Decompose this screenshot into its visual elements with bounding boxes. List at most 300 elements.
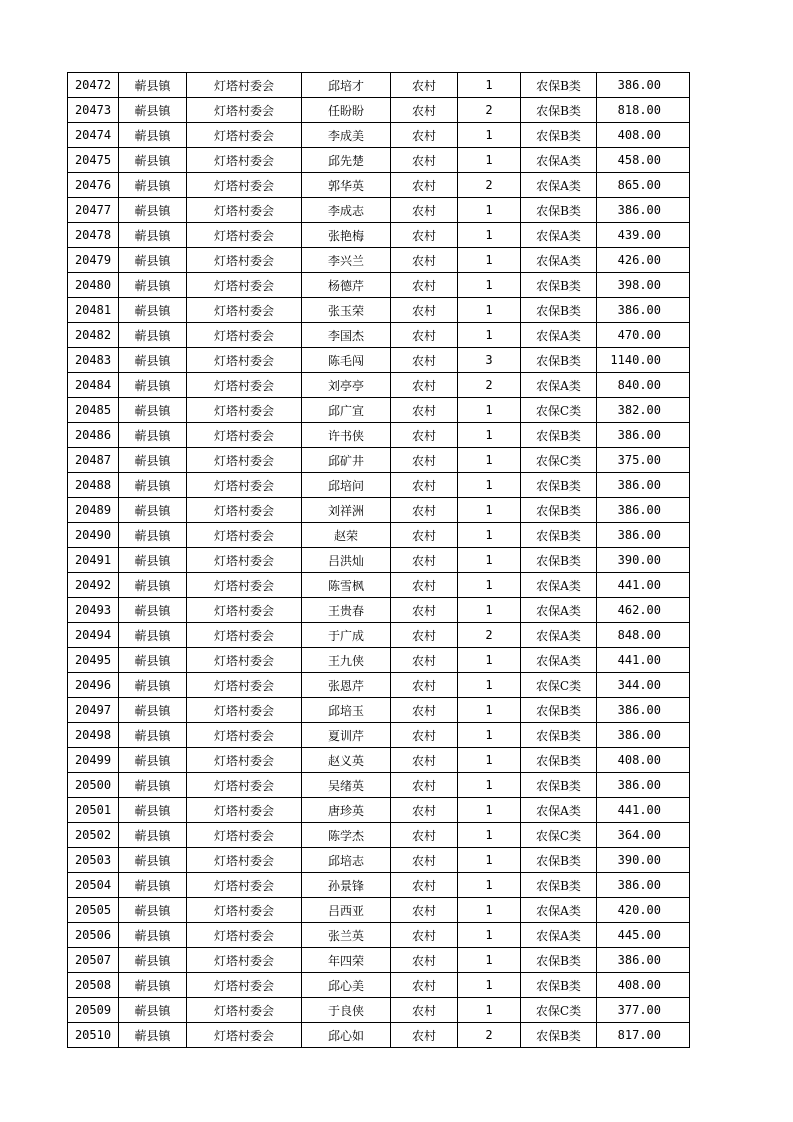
household-count-cell: 1 [458,948,521,973]
insurance-category-cell: 农保B类 [521,98,597,123]
village-committee-cell: 灯塔村委会 [187,973,302,998]
area-type-cell: 农村 [391,498,458,523]
village-committee-cell: 灯塔村委会 [187,323,302,348]
table-row [68,823,690,848]
record-id-cell: 20497 [68,698,119,723]
table-row [68,323,690,348]
insurance-category-cell: 农保C类 [521,398,597,423]
area-type-cell: 农村 [391,748,458,773]
table-row [68,673,690,698]
roster-table [67,72,690,1048]
table-row [68,1023,690,1048]
person-name-cell: 邱心如 [302,1023,391,1048]
record-id-cell: 20482 [68,323,119,348]
village-committee-cell: 灯塔村委会 [187,73,302,98]
amount-cell: 390.00 [597,848,690,873]
insurance-category-cell: 农保B类 [521,73,597,98]
area-type-cell: 农村 [391,973,458,998]
amount-cell: 377.00 [597,998,690,1023]
household-count-cell: 1 [458,698,521,723]
area-type-cell: 农村 [391,998,458,1023]
insurance-category-cell: 农保B类 [521,773,597,798]
table-row [68,548,690,573]
town-cell: 蕲县镇 [119,498,187,523]
town-cell: 蕲县镇 [119,648,187,673]
table-row [68,873,690,898]
village-committee-cell: 灯塔村委会 [187,773,302,798]
record-id-cell: 20487 [68,448,119,473]
table-row [68,198,690,223]
record-id-cell: 20483 [68,348,119,373]
table-row [68,623,690,648]
household-count-cell: 1 [458,298,521,323]
village-committee-cell: 灯塔村委会 [187,473,302,498]
insurance-category-cell: 农保C类 [521,823,597,848]
insurance-category-cell: 农保A类 [521,798,597,823]
household-count-cell: 1 [458,723,521,748]
area-type-cell: 农村 [391,348,458,373]
household-count-cell: 1 [458,673,521,698]
area-type-cell: 农村 [391,323,458,348]
insurance-category-cell: 农保A类 [521,173,597,198]
insurance-category-cell: 农保A类 [521,223,597,248]
village-committee-cell: 灯塔村委会 [187,423,302,448]
area-type-cell: 农村 [391,948,458,973]
town-cell: 蕲县镇 [119,848,187,873]
person-name-cell: 邱培玉 [302,698,391,723]
person-name-cell: 邱心美 [302,973,391,998]
insurance-category-cell: 农保B类 [521,748,597,773]
table-row [68,923,690,948]
person-name-cell: 许书侠 [302,423,391,448]
amount-cell: 386.00 [597,473,690,498]
amount-cell: 441.00 [597,798,690,823]
household-count-cell: 1 [458,273,521,298]
roster-body [68,73,690,1048]
person-name-cell: 于广成 [302,623,391,648]
record-id-cell: 20484 [68,373,119,398]
village-committee-cell: 灯塔村委会 [187,123,302,148]
household-count-cell: 1 [458,423,521,448]
household-count-cell: 2 [458,623,521,648]
table-row [68,648,690,673]
amount-cell: 426.00 [597,248,690,273]
record-id-cell: 20472 [68,73,119,98]
village-committee-cell: 灯塔村委会 [187,173,302,198]
insurance-category-cell: 农保B类 [521,973,597,998]
town-cell: 蕲县镇 [119,373,187,398]
town-cell: 蕲县镇 [119,423,187,448]
village-committee-cell: 灯塔村委会 [187,298,302,323]
village-committee-cell: 灯塔村委会 [187,673,302,698]
amount-cell: 386.00 [597,198,690,223]
amount-cell: 386.00 [597,698,690,723]
town-cell: 蕲县镇 [119,548,187,573]
insurance-category-cell: 农保B类 [521,548,597,573]
town-cell: 蕲县镇 [119,523,187,548]
household-count-cell: 1 [458,398,521,423]
insurance-category-cell: 农保B类 [521,473,597,498]
area-type-cell: 农村 [391,423,458,448]
area-type-cell: 农村 [391,273,458,298]
household-count-cell: 1 [458,848,521,873]
person-name-cell: 杨德芹 [302,273,391,298]
village-committee-cell: 灯塔村委会 [187,598,302,623]
area-type-cell: 农村 [391,548,458,573]
insurance-category-cell: 农保A类 [521,248,597,273]
person-name-cell: 张兰英 [302,923,391,948]
household-count-cell: 2 [458,373,521,398]
person-name-cell: 年四荣 [302,948,391,973]
household-count-cell: 1 [458,973,521,998]
amount-cell: 375.00 [597,448,690,473]
household-count-cell: 1 [458,548,521,573]
village-committee-cell: 灯塔村委会 [187,823,302,848]
table-row [68,798,690,823]
area-type-cell: 农村 [391,873,458,898]
person-name-cell: 张恩芹 [302,673,391,698]
household-count-cell: 1 [458,498,521,523]
amount-cell: 386.00 [597,523,690,548]
table-row [68,948,690,973]
amount-cell: 386.00 [597,423,690,448]
village-committee-cell: 灯塔村委会 [187,1023,302,1048]
table-row [68,523,690,548]
person-name-cell: 张艳梅 [302,223,391,248]
table-row [68,723,690,748]
area-type-cell: 农村 [391,98,458,123]
table-row [68,223,690,248]
area-type-cell: 农村 [391,223,458,248]
person-name-cell: 吕洪灿 [302,548,391,573]
village-committee-cell: 灯塔村委会 [187,698,302,723]
record-id-cell: 20503 [68,848,119,873]
village-committee-cell: 灯塔村委会 [187,923,302,948]
insurance-category-cell: 农保B类 [521,523,597,548]
village-committee-cell: 灯塔村委会 [187,373,302,398]
amount-cell: 470.00 [597,323,690,348]
village-committee-cell: 灯塔村委会 [187,648,302,673]
record-id-cell: 20498 [68,723,119,748]
household-count-cell: 1 [458,73,521,98]
town-cell: 蕲县镇 [119,698,187,723]
household-count-cell: 1 [458,748,521,773]
town-cell: 蕲县镇 [119,998,187,1023]
area-type-cell: 农村 [391,248,458,273]
town-cell: 蕲县镇 [119,473,187,498]
village-committee-cell: 灯塔村委会 [187,498,302,523]
village-committee-cell: 灯塔村委会 [187,848,302,873]
person-name-cell: 张玉荣 [302,298,391,323]
area-type-cell: 农村 [391,73,458,98]
person-name-cell: 于良侠 [302,998,391,1023]
area-type-cell: 农村 [391,198,458,223]
town-cell: 蕲县镇 [119,123,187,148]
village-committee-cell: 灯塔村委会 [187,948,302,973]
record-id-cell: 20499 [68,748,119,773]
insurance-category-cell: 农保B类 [521,198,597,223]
person-name-cell: 王九侠 [302,648,391,673]
record-id-cell: 20479 [68,248,119,273]
amount-cell: 386.00 [597,298,690,323]
area-type-cell: 农村 [391,473,458,498]
household-count-cell: 1 [458,798,521,823]
person-name-cell: 李兴兰 [302,248,391,273]
household-count-cell: 1 [458,823,521,848]
record-id-cell: 20474 [68,123,119,148]
insurance-category-cell: 农保B类 [521,1023,597,1048]
table-row [68,448,690,473]
person-name-cell: 陈雪枫 [302,573,391,598]
table-row [68,573,690,598]
table-row [68,398,690,423]
insurance-category-cell: 农保B类 [521,948,597,973]
town-cell: 蕲县镇 [119,748,187,773]
insurance-category-cell: 农保A类 [521,598,597,623]
person-name-cell: 吴绪英 [302,773,391,798]
area-type-cell: 农村 [391,523,458,548]
village-committee-cell: 灯塔村委会 [187,248,302,273]
table-row [68,173,690,198]
insurance-category-cell: 农保B类 [521,423,597,448]
amount-cell: 386.00 [597,773,690,798]
amount-cell: 386.00 [597,73,690,98]
amount-cell: 439.00 [597,223,690,248]
insurance-category-cell: 农保B类 [521,273,597,298]
amount-cell: 840.00 [597,373,690,398]
village-committee-cell: 灯塔村委会 [187,573,302,598]
insurance-category-cell: 农保B类 [521,123,597,148]
table-row [68,148,690,173]
insurance-category-cell: 农保C类 [521,673,597,698]
town-cell: 蕲县镇 [119,623,187,648]
amount-cell: 817.00 [597,1023,690,1048]
village-committee-cell: 灯塔村委会 [187,398,302,423]
village-committee-cell: 灯塔村委会 [187,898,302,923]
amount-cell: 386.00 [597,948,690,973]
table-row [68,73,690,98]
table-row [68,498,690,523]
area-type-cell: 农村 [391,923,458,948]
household-count-cell: 1 [458,323,521,348]
insurance-category-cell: 农保B类 [521,848,597,873]
town-cell: 蕲县镇 [119,248,187,273]
amount-cell: 1140.00 [597,348,690,373]
area-type-cell: 农村 [391,373,458,398]
village-committee-cell: 灯塔村委会 [187,448,302,473]
village-committee-cell: 灯塔村委会 [187,998,302,1023]
area-type-cell: 农村 [391,848,458,873]
household-count-cell: 1 [458,573,521,598]
village-committee-cell: 灯塔村委会 [187,198,302,223]
record-id-cell: 20489 [68,498,119,523]
area-type-cell: 农村 [391,298,458,323]
record-id-cell: 20491 [68,548,119,573]
town-cell: 蕲县镇 [119,173,187,198]
town-cell: 蕲县镇 [119,73,187,98]
town-cell: 蕲县镇 [119,673,187,698]
person-name-cell: 陈毛闯 [302,348,391,373]
town-cell: 蕲县镇 [119,773,187,798]
village-committee-cell: 灯塔村委会 [187,623,302,648]
amount-cell: 398.00 [597,273,690,298]
table-row [68,348,690,373]
area-type-cell: 农村 [391,173,458,198]
person-name-cell: 邱培问 [302,473,391,498]
table-row [68,998,690,1023]
village-committee-cell: 灯塔村委会 [187,798,302,823]
area-type-cell: 农村 [391,598,458,623]
town-cell: 蕲县镇 [119,198,187,223]
table-row [68,773,690,798]
household-count-cell: 1 [458,998,521,1023]
table-row [68,698,690,723]
record-id-cell: 20496 [68,673,119,698]
record-id-cell: 20510 [68,1023,119,1048]
record-id-cell: 20495 [68,648,119,673]
record-id-cell: 20478 [68,223,119,248]
insurance-category-cell: 农保A类 [521,898,597,923]
town-cell: 蕲县镇 [119,573,187,598]
table-row [68,298,690,323]
person-name-cell: 刘祥洲 [302,498,391,523]
area-type-cell: 农村 [391,723,458,748]
amount-cell: 386.00 [597,873,690,898]
town-cell: 蕲县镇 [119,348,187,373]
amount-cell: 390.00 [597,548,690,573]
town-cell: 蕲县镇 [119,323,187,348]
person-name-cell: 邱先楚 [302,148,391,173]
record-id-cell: 20480 [68,273,119,298]
amount-cell: 386.00 [597,498,690,523]
area-type-cell: 农村 [391,673,458,698]
record-id-cell: 20488 [68,473,119,498]
table-row [68,598,690,623]
town-cell: 蕲县镇 [119,1023,187,1048]
town-cell: 蕲县镇 [119,873,187,898]
area-type-cell: 农村 [391,898,458,923]
insurance-category-cell: 农保A类 [521,148,597,173]
town-cell: 蕲县镇 [119,798,187,823]
table-row [68,898,690,923]
area-type-cell: 农村 [391,648,458,673]
amount-cell: 818.00 [597,98,690,123]
household-count-cell: 1 [458,198,521,223]
table-row [68,973,690,998]
insurance-category-cell: 农保A类 [521,648,597,673]
village-committee-cell: 灯塔村委会 [187,348,302,373]
table-row [68,848,690,873]
village-committee-cell: 灯塔村委会 [187,273,302,298]
record-id-cell: 20506 [68,923,119,948]
town-cell: 蕲县镇 [119,298,187,323]
table-row [68,98,690,123]
town-cell: 蕲县镇 [119,923,187,948]
table-row [68,248,690,273]
town-cell: 蕲县镇 [119,898,187,923]
area-type-cell: 农村 [391,823,458,848]
household-count-cell: 1 [458,598,521,623]
person-name-cell: 夏训芹 [302,723,391,748]
record-id-cell: 20477 [68,198,119,223]
record-id-cell: 20494 [68,623,119,648]
town-cell: 蕲县镇 [119,98,187,123]
insurance-category-cell: 农保A类 [521,923,597,948]
amount-cell: 441.00 [597,648,690,673]
area-type-cell: 农村 [391,1023,458,1048]
person-name-cell: 邱矿井 [302,448,391,473]
amount-cell: 441.00 [597,573,690,598]
insurance-category-cell: 农保A类 [521,623,597,648]
insurance-category-cell: 农保B类 [521,873,597,898]
household-count-cell: 1 [458,448,521,473]
household-count-cell: 1 [458,773,521,798]
person-name-cell: 吕西亚 [302,898,391,923]
town-cell: 蕲县镇 [119,823,187,848]
amount-cell: 408.00 [597,123,690,148]
village-committee-cell: 灯塔村委会 [187,548,302,573]
household-count-cell: 1 [458,248,521,273]
person-name-cell: 陈学杰 [302,823,391,848]
insurance-category-cell: 农保B类 [521,298,597,323]
table-row [68,373,690,398]
person-name-cell: 邱广宣 [302,398,391,423]
insurance-category-cell: 农保A类 [521,573,597,598]
record-id-cell: 20486 [68,423,119,448]
area-type-cell: 农村 [391,448,458,473]
amount-cell: 462.00 [597,598,690,623]
village-committee-cell: 灯塔村委会 [187,523,302,548]
insurance-category-cell: 农保B类 [521,723,597,748]
amount-cell: 408.00 [597,973,690,998]
table-row [68,473,690,498]
person-name-cell: 邱培志 [302,848,391,873]
record-id-cell: 20508 [68,973,119,998]
town-cell: 蕲县镇 [119,723,187,748]
record-id-cell: 20509 [68,998,119,1023]
record-id-cell: 20475 [68,148,119,173]
record-id-cell: 20502 [68,823,119,848]
amount-cell: 408.00 [597,748,690,773]
area-type-cell: 农村 [391,698,458,723]
village-committee-cell: 灯塔村委会 [187,748,302,773]
person-name-cell: 李成美 [302,123,391,148]
town-cell: 蕲县镇 [119,598,187,623]
household-count-cell: 1 [458,898,521,923]
record-id-cell: 20485 [68,398,119,423]
record-id-cell: 20504 [68,873,119,898]
household-count-cell: 1 [458,148,521,173]
amount-cell: 445.00 [597,923,690,948]
record-id-cell: 20501 [68,798,119,823]
insurance-category-cell: 农保C类 [521,998,597,1023]
village-committee-cell: 灯塔村委会 [187,873,302,898]
town-cell: 蕲县镇 [119,398,187,423]
area-type-cell: 农村 [391,623,458,648]
insurance-category-cell: 农保B类 [521,698,597,723]
table-row [68,423,690,448]
amount-cell: 386.00 [597,723,690,748]
town-cell: 蕲县镇 [119,448,187,473]
person-name-cell: 赵义英 [302,748,391,773]
insurance-category-cell: 农保A类 [521,323,597,348]
town-cell: 蕲县镇 [119,973,187,998]
person-name-cell: 郭华英 [302,173,391,198]
amount-cell: 382.00 [597,398,690,423]
record-id-cell: 20492 [68,573,119,598]
amount-cell: 364.00 [597,823,690,848]
household-count-cell: 2 [458,173,521,198]
